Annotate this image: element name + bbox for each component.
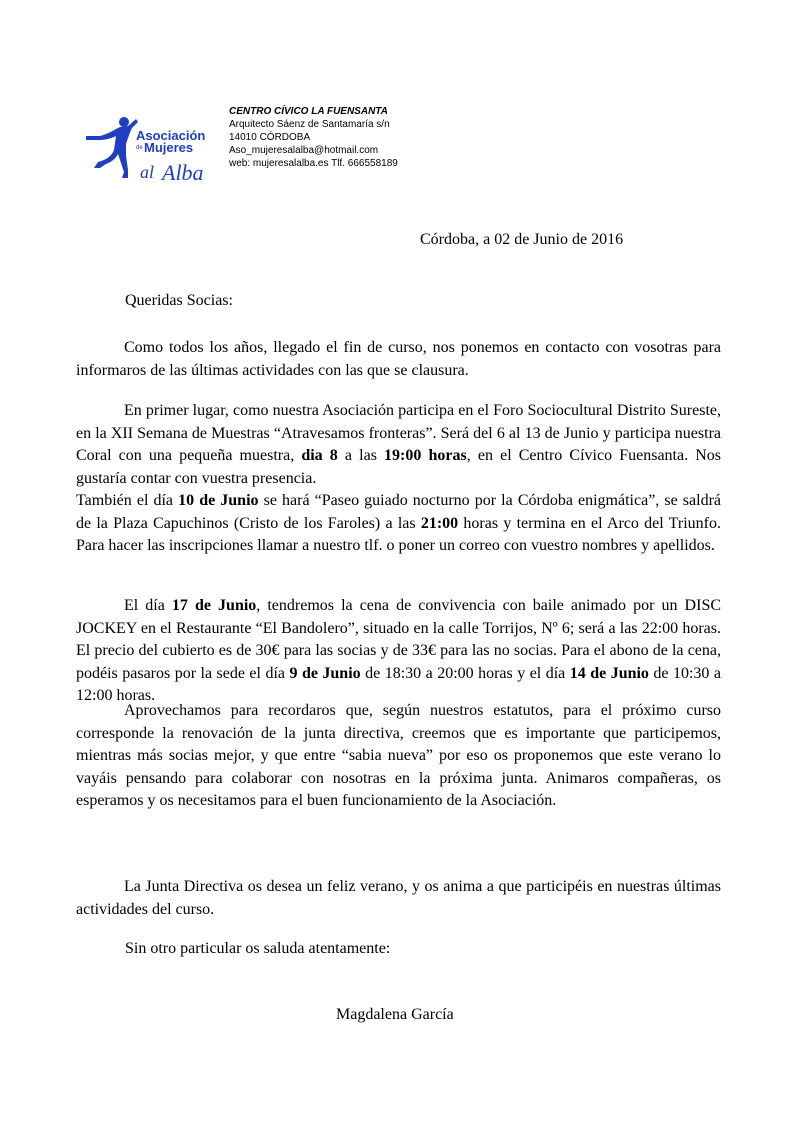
p3-text-e: de 18:30 a 20:00 horas y el día <box>360 664 570 682</box>
p2-text-j: horas y termina en el Arco del Triunfo. Para hacer las inscripciones llamar a nuestro tlf. o poner un correo con vuestro nombres y apellidos. <box>76 514 721 554</box>
letterhead <box>229 105 398 170</box>
p2-second-line <box>76 490 721 558</box>
paragraph-dinner <box>76 595 721 708</box>
letterhead-title: CENTRO CÍVICO LA FUENSANTA <box>229 106 388 117</box>
letter-greeting: Queridas Socias: <box>125 292 233 309</box>
p3-text-c: , tendremos la cena de convivencia con baile animado por un DISC JOCKEY en el Restaurante “El Bandolero”, situado en la calle Torrijos, Nº 6; será a las 22:00 horas. El precio del cubierto es de 30€ para las socias y de 33€ para las no socias. Para el abono de la cena, podéis pasaros por la sede el día <box>76 597 722 682</box>
letterhead-web-phone: web: mujeresalalba.es Tlf. 666558189 <box>229 158 398 169</box>
p2-bold-hour: 19:00 horas <box>384 447 467 464</box>
p2-text-e: , en el Centro Cívico Fuensanta. Nos gustaría contar con vuestra presencia. <box>76 447 721 487</box>
p2-bold-date: 10 de Junio <box>178 492 259 509</box>
paragraph-board-renewal: Aprovechamos para recordaros que, según nuestros estatutos, para el próximo curso corresponde la renovación de la junta directiva, creemos que es importante que participemos, mientras más socias mejor, y que entre “sabia nueva” por eso os proponemos que este verano lo vayáis pensando para colaborar con nosotras en la próxima junta. Animaros compañeras, os esperamos y os necesitamos para el buen funcionamiento de la Asociación. <box>76 702 721 809</box>
p2-text-a: En primer lugar, como nuestra Asociación participa en el Foro Sociocultural Distrito Sureste, en la XII Semana de Muestras “Atravesamos fronteras”. Será del 6 al 13 de Junio y participa nuestra Coral con una pequeña muestra, <box>76 402 721 464</box>
dancer-figure-icon <box>84 116 219 188</box>
p3-bold-date: 17 de Junio <box>171 597 257 614</box>
p3-bold-date3: 14 de Junio <box>569 664 649 682</box>
paragraph-activities <box>76 400 721 558</box>
logo-word-al: al <box>140 162 155 182</box>
p3-text-a: El día <box>124 597 172 614</box>
letter-date: Córdoba, a 02 de Junio de 2016 <box>420 231 624 248</box>
p2-bold-time: 21:00 <box>420 514 459 532</box>
letterhead-email: Aso_mujeresalalba@hotmail.com <box>229 145 379 156</box>
association-logo <box>84 116 219 188</box>
logo-word-mujeres: Mujeres <box>144 140 194 155</box>
p2-text-f: También el día <box>76 492 179 509</box>
logo-word-alba: Alba <box>162 160 204 185</box>
p2-text-h: se hará “Paseo guiado nocturno por la Córdoba enigmática”, se saldrá de la Plaza Capuchinos (Cristo de los Faroles) a las <box>76 492 721 532</box>
p2-text-c: a las <box>337 447 385 464</box>
p3-text-g: de 10:30 a 12:00 horas. <box>76 664 722 704</box>
letter-signature: Magdalena García <box>336 1006 454 1023</box>
letterhead-postcode: 14010 CÓRDOBA <box>229 132 311 143</box>
paragraph-intro: Como todos los años, llegado el fin de curso, nos ponemos en contacto con vosotras para informaros de las últimas actividades con las que se clausura. <box>76 339 721 379</box>
logo-word-de: de <box>136 145 143 151</box>
letterhead-address: Arquitecto Sáenz de Santamaría s/n <box>229 119 390 130</box>
p2-bold-dia8: dia 8 <box>301 447 338 464</box>
paragraph-farewell: La Junta Directiva os desea un feliz verano, y os anima a que participéis en nuestras últimas actividades del curso. <box>76 878 721 918</box>
p3-bold-date2: 9 de Junio <box>289 664 361 682</box>
letter-closing: Sin otro particular os saluda atentamente: <box>125 940 391 957</box>
logo-word-asociacion: Asociación <box>136 128 206 143</box>
